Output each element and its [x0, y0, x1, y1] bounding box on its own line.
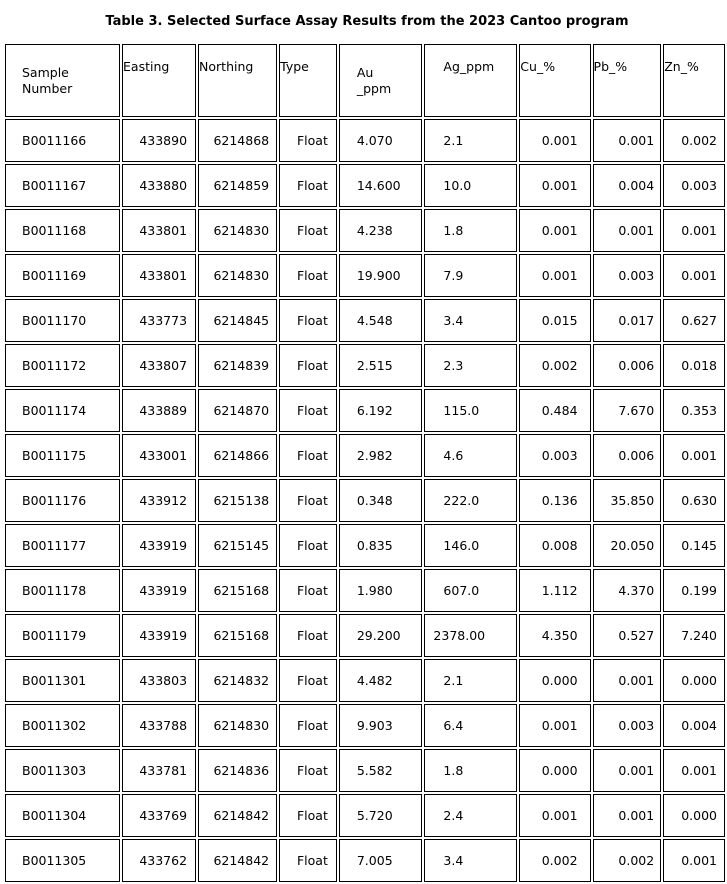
cell-type: Float — [279, 209, 337, 252]
cell-au-ppm: 14.600 — [339, 164, 423, 207]
cell-northing: 6215168 — [198, 614, 277, 657]
cell-sample-number: B0011177 — [5, 524, 120, 567]
table-row — [5, 434, 725, 477]
cell-cu-pct: 0.015 — [519, 299, 590, 342]
cell-easting: 433801 — [122, 209, 196, 252]
cell-pb-pct: 0.004 — [593, 164, 662, 207]
header-au-ppm: Au _ppm — [339, 44, 423, 117]
cell-sample-number: B0011305 — [5, 839, 120, 882]
cell-easting: 433801 — [122, 254, 196, 297]
cell-au-ppm: 6.192 — [339, 389, 423, 432]
cell-type: Float — [279, 299, 337, 342]
cell-pb-pct: 0.001 — [593, 209, 662, 252]
header-sample-number: Sample Number — [5, 44, 120, 117]
cell-cu-pct: 4.350 — [519, 614, 590, 657]
cell-northing: 6214866 — [198, 434, 277, 477]
cell-type: Float — [279, 704, 337, 747]
cell-sample-number: B0011303 — [5, 749, 120, 792]
cell-sample-number: B0011178 — [5, 569, 120, 612]
cell-northing: 6214836 — [198, 749, 277, 792]
cell-zn-pct: 0.001 — [663, 209, 725, 252]
cell-cu-pct: 0.001 — [519, 209, 590, 252]
cell-ag-ppm: 2.1 — [424, 659, 517, 702]
cell-easting: 433773 — [122, 299, 196, 342]
cell-ag-ppm: 2.3 — [424, 344, 517, 387]
table-row — [5, 614, 725, 657]
cell-northing: 6214830 — [198, 704, 277, 747]
cell-au-ppm: 19.900 — [339, 254, 423, 297]
cell-type: Float — [279, 839, 337, 882]
cell-easting: 433807 — [122, 344, 196, 387]
cell-zn-pct: 0.199 — [663, 569, 725, 612]
cell-easting: 433788 — [122, 704, 196, 747]
cell-sample-number: B0011176 — [5, 479, 120, 522]
cell-northing: 6214832 — [198, 659, 277, 702]
table-row — [5, 794, 725, 837]
cell-au-ppm: 9.903 — [339, 704, 423, 747]
cell-zn-pct: 0.003 — [663, 164, 725, 207]
cell-type: Float — [279, 434, 337, 477]
header-northing: Northing — [198, 44, 277, 117]
cell-au-ppm: 5.582 — [339, 749, 423, 792]
cell-zn-pct: 0.001 — [663, 254, 725, 297]
cell-northing: 6215168 — [198, 569, 277, 612]
cell-ag-ppm: 7.9 — [424, 254, 517, 297]
cell-easting: 433919 — [122, 569, 196, 612]
cell-ag-ppm: 2.1 — [424, 119, 517, 162]
table-row — [5, 344, 725, 387]
cell-au-ppm: 29.200 — [339, 614, 423, 657]
cell-pb-pct: 0.017 — [593, 299, 662, 342]
cell-type: Float — [279, 344, 337, 387]
cell-pb-pct: 0.006 — [593, 344, 662, 387]
cell-northing: 6214870 — [198, 389, 277, 432]
cell-pb-pct: 20.050 — [593, 524, 662, 567]
cell-type: Float — [279, 614, 337, 657]
cell-zn-pct: 0.002 — [663, 119, 725, 162]
table-row — [5, 209, 725, 252]
cell-cu-pct: 0.136 — [519, 479, 590, 522]
table-row — [5, 659, 725, 702]
cell-pb-pct: 0.001 — [593, 659, 662, 702]
cell-au-ppm: 1.980 — [339, 569, 423, 612]
table-row — [5, 839, 725, 882]
table-header — [5, 44, 725, 117]
cell-cu-pct: 0.003 — [519, 434, 590, 477]
cell-pb-pct: 0.003 — [593, 254, 662, 297]
cell-zn-pct: 0.001 — [663, 434, 725, 477]
cell-zn-pct: 0.145 — [663, 524, 725, 567]
cell-sample-number: B0011168 — [5, 209, 120, 252]
header-row — [5, 44, 725, 117]
table-row — [5, 569, 725, 612]
cell-northing: 6214830 — [198, 254, 277, 297]
cell-ag-ppm: 1.8 — [424, 749, 517, 792]
table-row — [5, 254, 725, 297]
cell-easting: 433919 — [122, 614, 196, 657]
cell-au-ppm: 0.348 — [339, 479, 423, 522]
cell-ag-ppm: 115.0 — [424, 389, 517, 432]
cell-easting: 433912 — [122, 479, 196, 522]
cell-sample-number: B0011302 — [5, 704, 120, 747]
cell-zn-pct: 0.000 — [663, 794, 725, 837]
cell-cu-pct: 0.000 — [519, 749, 590, 792]
table-row — [5, 164, 725, 207]
cell-pb-pct: 0.001 — [593, 794, 662, 837]
cell-ag-ppm: 1.8 — [424, 209, 517, 252]
cell-type: Float — [279, 794, 337, 837]
table-body — [5, 119, 725, 882]
cell-easting: 433890 — [122, 119, 196, 162]
table-row — [5, 299, 725, 342]
cell-au-ppm: 2.982 — [339, 434, 423, 477]
cell-au-ppm: 4.238 — [339, 209, 423, 252]
cell-ag-ppm: 146.0 — [424, 524, 517, 567]
cell-cu-pct: 0.001 — [519, 164, 590, 207]
cell-pb-pct: 35.850 — [593, 479, 662, 522]
header-pb-pct: Pb_% — [593, 44, 662, 117]
cell-sample-number: B0011167 — [5, 164, 120, 207]
cell-type: Float — [279, 659, 337, 702]
table-row — [5, 524, 725, 567]
table-row — [5, 479, 725, 522]
cell-sample-number: B0011175 — [5, 434, 120, 477]
cell-northing: 6214839 — [198, 344, 277, 387]
header-cu-pct: Cu_% — [519, 44, 590, 117]
cell-pb-pct: 7.670 — [593, 389, 662, 432]
cell-au-ppm: 7.005 — [339, 839, 423, 882]
cell-au-ppm: 4.548 — [339, 299, 423, 342]
cell-sample-number: B0011304 — [5, 794, 120, 837]
cell-cu-pct: 0.000 — [519, 659, 590, 702]
cell-zn-pct: 0.004 — [663, 704, 725, 747]
cell-northing: 6214830 — [198, 209, 277, 252]
cell-zn-pct: 7.240 — [663, 614, 725, 657]
cell-type: Float — [279, 569, 337, 612]
cell-cu-pct: 0.002 — [519, 839, 590, 882]
cell-easting: 433803 — [122, 659, 196, 702]
cell-ag-ppm: 607.0 — [424, 569, 517, 612]
cell-cu-pct: 0.001 — [519, 704, 590, 747]
cell-ag-ppm: 222.0 — [424, 479, 517, 522]
table-row — [5, 119, 725, 162]
cell-pb-pct: 0.001 — [593, 119, 662, 162]
header-ag-ppm: Ag_ppm — [424, 44, 517, 117]
cell-northing: 6214859 — [198, 164, 277, 207]
cell-type: Float — [279, 524, 337, 567]
cell-sample-number: B0011170 — [5, 299, 120, 342]
cell-zn-pct: 0.018 — [663, 344, 725, 387]
cell-northing: 6214845 — [198, 299, 277, 342]
table-title: Table 3. Selected Surface Assay Results from the 2023 Cantoo program — [105, 14, 629, 29]
cell-zn-pct: 0.353 — [663, 389, 725, 432]
cell-pb-pct: 4.370 — [593, 569, 662, 612]
cell-northing: 6215145 — [198, 524, 277, 567]
cell-zn-pct: 0.627 — [663, 299, 725, 342]
table-row — [5, 704, 725, 747]
cell-easting: 433781 — [122, 749, 196, 792]
cell-au-ppm: 4.482 — [339, 659, 423, 702]
cell-au-ppm: 5.720 — [339, 794, 423, 837]
cell-pb-pct: 0.003 — [593, 704, 662, 747]
table-row — [5, 389, 725, 432]
cell-northing: 6214868 — [198, 119, 277, 162]
cell-sample-number: B0011169 — [5, 254, 120, 297]
cell-cu-pct: 1.112 — [519, 569, 590, 612]
cell-pb-pct: 0.001 — [593, 749, 662, 792]
cell-zn-pct: 0.001 — [663, 839, 725, 882]
cell-zn-pct: 0.630 — [663, 479, 725, 522]
cell-easting: 433769 — [122, 794, 196, 837]
cell-zn-pct: 0.001 — [663, 749, 725, 792]
cell-cu-pct: 0.008 — [519, 524, 590, 567]
cell-cu-pct: 0.001 — [519, 254, 590, 297]
cell-ag-ppm: 3.4 — [424, 839, 517, 882]
cell-type: Float — [279, 479, 337, 522]
cell-ag-ppm: 4.6 — [424, 434, 517, 477]
cell-zn-pct: 0.000 — [663, 659, 725, 702]
cell-cu-pct: 0.484 — [519, 389, 590, 432]
cell-type: Float — [279, 389, 337, 432]
cell-sample-number: B0011301 — [5, 659, 120, 702]
cell-type: Float — [279, 254, 337, 297]
cell-sample-number: B0011172 — [5, 344, 120, 387]
cell-type: Float — [279, 119, 337, 162]
cell-type: Float — [279, 749, 337, 792]
cell-ag-ppm: 10.0 — [424, 164, 517, 207]
cell-type: Float — [279, 164, 337, 207]
table-row — [5, 749, 725, 792]
header-easting: Easting — [122, 44, 196, 117]
assay-results-table — [3, 42, 727, 884]
cell-sample-number: B0011179 — [5, 614, 120, 657]
cell-easting: 433762 — [122, 839, 196, 882]
cell-ag-ppm: 2378.00 — [424, 614, 517, 657]
cell-pb-pct: 0.002 — [593, 839, 662, 882]
header-zn-pct: Zn_% — [663, 44, 725, 117]
cell-ag-ppm: 3.4 — [424, 299, 517, 342]
cell-au-ppm: 4.070 — [339, 119, 423, 162]
cell-sample-number: B0011166 — [5, 119, 120, 162]
cell-ag-ppm: 2.4 — [424, 794, 517, 837]
cell-ag-ppm: 6.4 — [424, 704, 517, 747]
cell-cu-pct: 0.001 — [519, 119, 590, 162]
cell-northing: 6214842 — [198, 839, 277, 882]
cell-au-ppm: 2.515 — [339, 344, 423, 387]
cell-pb-pct: 0.527 — [593, 614, 662, 657]
header-type: Type — [279, 44, 337, 117]
cell-cu-pct: 0.001 — [519, 794, 590, 837]
cell-northing: 6214842 — [198, 794, 277, 837]
cell-easting: 433919 — [122, 524, 196, 567]
cell-easting: 433001 — [122, 434, 196, 477]
cell-sample-number: B0011174 — [5, 389, 120, 432]
cell-pb-pct: 0.006 — [593, 434, 662, 477]
cell-cu-pct: 0.002 — [519, 344, 590, 387]
cell-au-ppm: 0.835 — [339, 524, 423, 567]
cell-easting: 433889 — [122, 389, 196, 432]
cell-northing: 6215138 — [198, 479, 277, 522]
cell-easting: 433880 — [122, 164, 196, 207]
